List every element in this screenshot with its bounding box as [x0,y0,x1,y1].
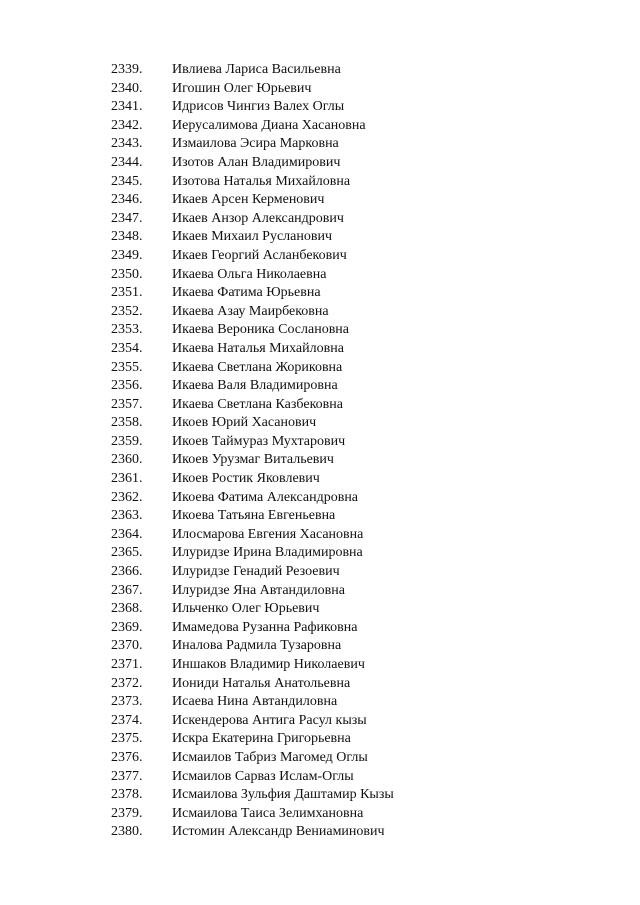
list-item [0,210,640,229]
list-item [0,135,640,154]
entry-number: 2343. [111,136,143,152]
entry-number: 2341. [111,99,143,115]
list-item [0,191,640,210]
list-item [0,563,640,582]
entry-name: Имамедова Рузанна Рафиковна [172,619,358,635]
list-item [0,433,640,452]
entry-number: 2377. [111,768,143,784]
entry-number: 2373. [111,694,143,710]
entry-number: 2364. [111,526,143,542]
entry-number: 2346. [111,192,143,208]
list-item [0,656,640,675]
entry-name: Икаева Фатима Юрьевна [172,285,321,301]
entry-name: Илуридзе Генадий Резоевич [172,564,340,580]
list-item [0,805,640,824]
entry-name: Икаева Валя Владимировна [172,378,338,394]
entry-name: Икаева Азау Маирбековна [172,303,329,319]
entry-name: Икоев Урузмаг Витальевич [172,452,334,468]
entry-number: 2368. [111,601,143,617]
entry-number: 2369. [111,619,143,635]
entry-number: 2370. [111,638,143,654]
list-item [0,377,640,396]
list-item [0,786,640,805]
entry-number: 2355. [111,359,143,375]
entry-number: 2358. [111,415,143,431]
entry-name: Ильченко Олег Юрьевич [172,601,320,617]
list-item [0,80,640,99]
entry-number: 2366. [111,564,143,580]
entry-name: Исаева Нина Автандиловна [172,694,338,710]
list-item [0,228,640,247]
entry-name: Икоева Татьяна Евгеньевна [172,508,336,524]
entry-number: 2356. [111,378,143,394]
list-item [0,359,640,378]
entry-number: 2351. [111,285,143,301]
entry-name: Икоев Таймураз Мухтарович [172,433,346,449]
list-item [0,507,640,526]
entry-number: 2344. [111,154,143,170]
entry-name: Изотова Наталья Михайловна [172,173,351,189]
list-item [0,712,640,731]
list-item [0,489,640,508]
entry-number: 2375. [111,731,143,747]
entry-number: 2371. [111,657,143,672]
list-item [0,98,640,117]
entry-name: Илуридзе Яна Автандиловна [172,582,345,598]
list-item [0,154,640,173]
entry-name: Исмаилова Таиса Зелимхановна [172,805,364,821]
list-item [0,173,640,192]
entry-name: Идрисов Чингиз Валех Оглы [172,99,345,115]
entry-name: Икоев Ростик Яковлевич [172,471,320,487]
list-item [0,619,640,638]
entry-number: 2348. [111,229,143,245]
entry-number: 2353. [111,322,143,338]
list-item [0,321,640,340]
entry-name: Измаилова Эсира Марковна [172,136,339,152]
entry-number: 2342. [111,117,143,133]
entry-number: 2362. [111,489,143,505]
entry-name: Икаева Ольга Николаевна [172,266,327,282]
entry-name: Икаева Наталья Михайловна [172,340,344,356]
entry-name: Игошин Олег Юрьевич [172,80,312,96]
entry-name: Искра Екатерина Григорьевна [172,731,351,747]
entry-number: 2379. [111,805,143,821]
entry-number: 2361. [111,471,143,487]
entry-name: Икаева Вероника Сослановна [172,322,350,338]
list-item [0,582,640,601]
entry-name: Икаев Арсен Керменович [172,192,325,208]
entry-name: Икаев Михаил Русланович [172,229,333,245]
list-item [0,749,640,768]
entry-name: Истомин Александр Вениаминович [172,824,385,840]
entry-name: Иониди Наталья Анатольевна [172,675,351,691]
entry-number: 2372. [111,675,143,691]
entry-number: 2339. [111,62,143,77]
entry-name: Илуридзе Ирина Владимировна [172,545,363,561]
list-item [0,284,640,303]
list-item [0,600,640,619]
list-item [0,470,640,489]
list-item [0,823,640,842]
entry-name: Иншаков Владимир Николаевич [172,657,365,672]
list-item [0,61,640,80]
list-item [0,396,640,415]
entry-name: Изотов Алан Владимирович [172,154,341,170]
list-item [0,266,640,285]
entry-number: 2380. [111,824,143,840]
entry-name: Икоев Юрий Хасанович [172,415,317,431]
entry-number: 2352. [111,303,143,319]
list-item [0,340,640,359]
entry-number: 2347. [111,210,143,226]
list-item [0,637,640,656]
entry-number: 2367. [111,582,143,598]
entry-number: 2363. [111,508,143,524]
list-item [0,303,640,322]
entry-name: Исмаилов Табриз Магомед Оглы [172,749,368,765]
list-item [0,414,640,433]
entry-name: Икаев Анзор Александрович [172,210,344,226]
entry-number: 2365. [111,545,143,561]
entry-number: 2376. [111,749,143,765]
entry-number: 2340. [111,80,143,96]
entry-name: Икаев Георгий Асланбекович [172,247,347,263]
list-item [0,451,640,470]
list-item [0,768,640,787]
entry-name: Икоева Фатима Александровна [172,489,359,505]
entry-name: Икаева Светлана Казбековна [172,396,343,412]
entry-name: Искендерова Антига Расул кызы [172,712,367,728]
entry-name: Илосмарова Евгения Хасановна [172,526,364,542]
entry-number: 2378. [111,787,143,803]
entry-number: 2360. [111,452,143,468]
list-item [0,675,640,694]
entry-number: 2349. [111,247,143,263]
entry-number: 2345. [111,173,143,189]
entry-number: 2350. [111,266,143,282]
entry-number: 2359. [111,433,143,449]
list-item [0,117,640,136]
entry-name: Исмаилов Сарваз Ислам-Оглы [172,768,354,784]
entry-name: Исмаилова Зульфия Даштамир Кызы [172,787,394,803]
list-item [0,544,640,563]
list-item [0,247,640,266]
entry-name: Ивлиева Лариса Васильевна [172,62,341,77]
list-item [0,730,640,749]
name-list [0,61,640,842]
entry-name: Иналова Радмила Тузаровна [172,638,342,654]
entry-name: Иерусалимова Диана Хасановна [172,117,366,133]
list-item [0,526,640,545]
entry-number: 2357. [111,396,143,412]
list-item [0,693,640,712]
entry-name: Икаева Светлана Жориковна [172,359,343,375]
entry-number: 2374. [111,712,143,728]
entry-number: 2354. [111,340,143,356]
